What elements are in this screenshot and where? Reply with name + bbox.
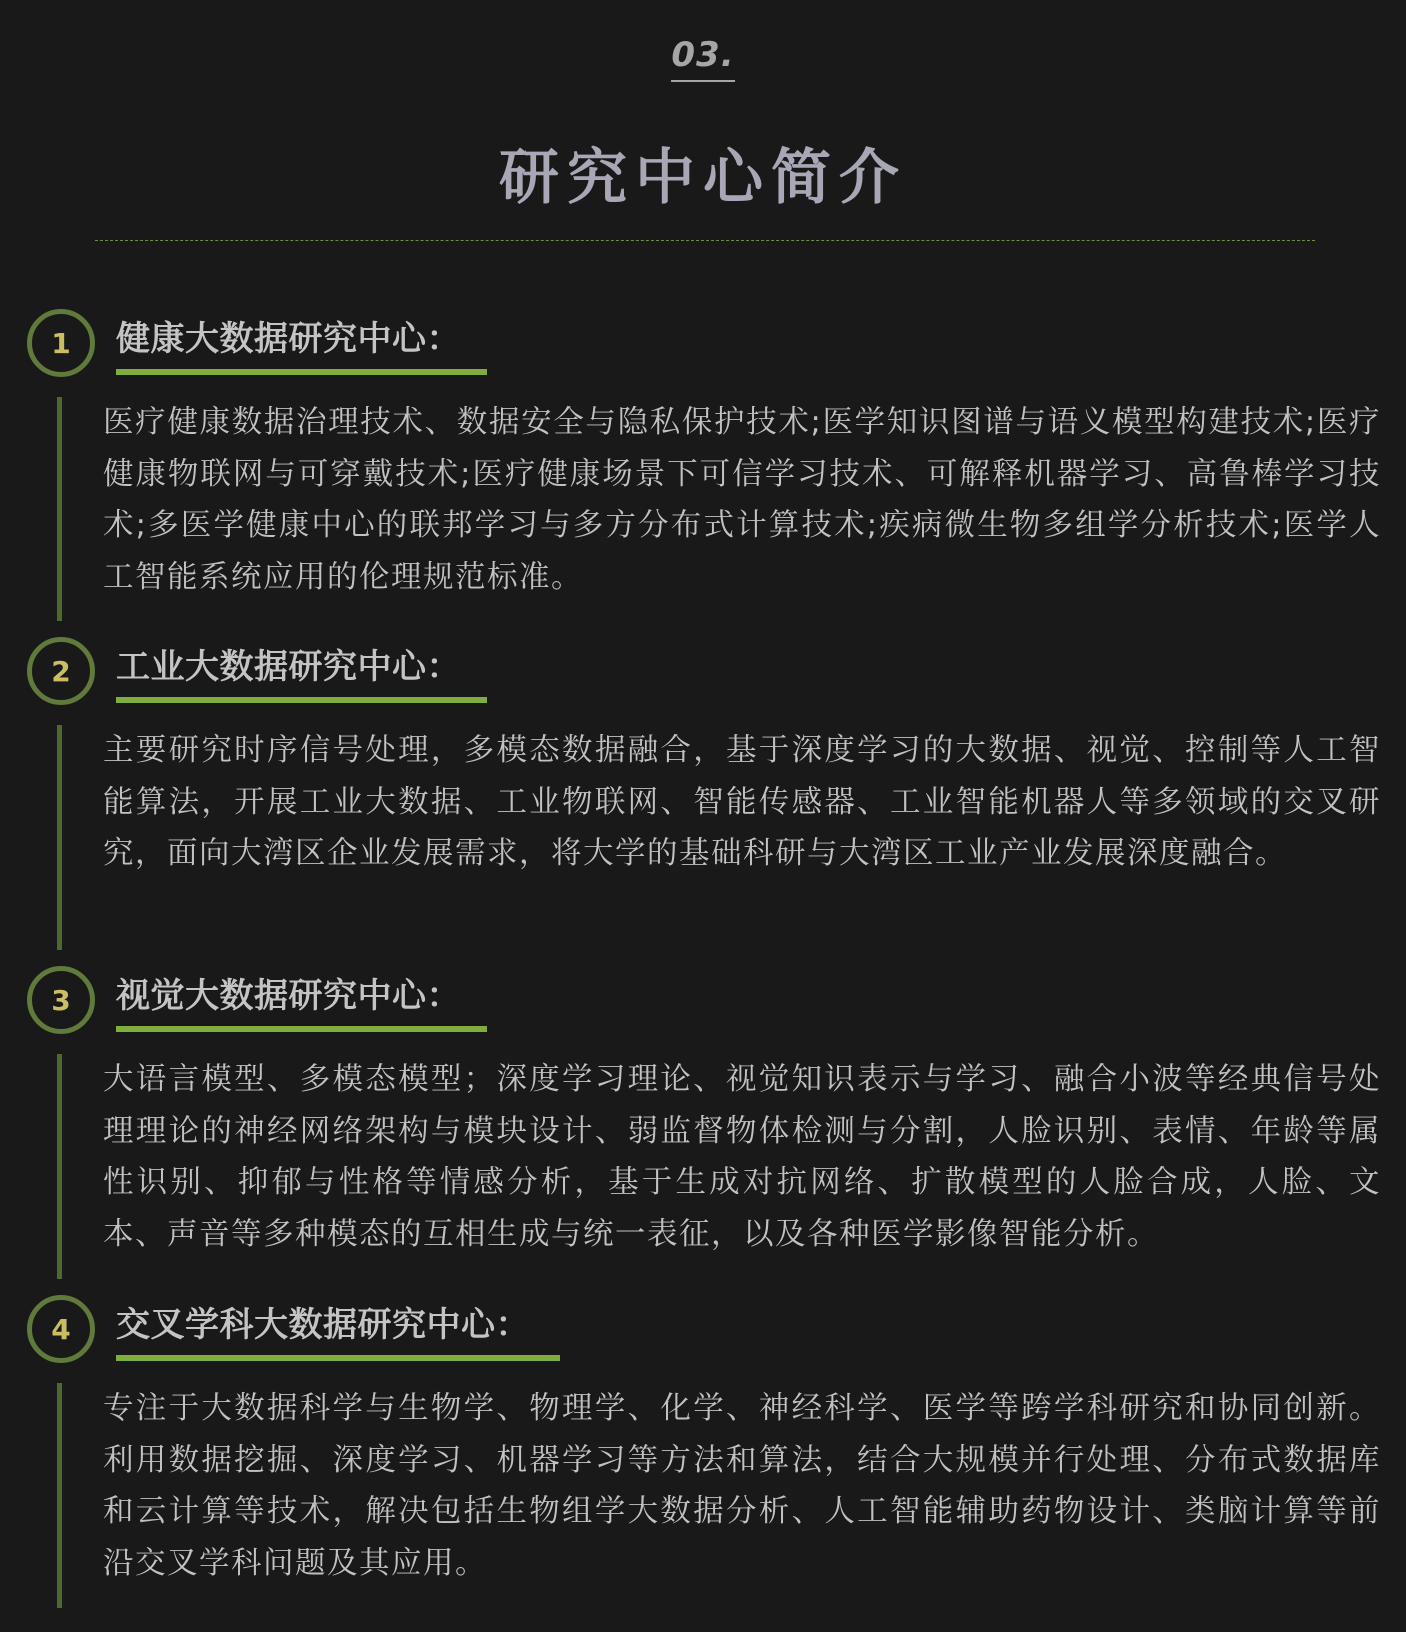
section-line <box>57 397 62 621</box>
number-badge: 4 <box>27 1295 95 1363</box>
center-description: 大语言模型、多模态模型；深度学习理论、视觉知识表示与学习、融合小波等经典信号处理理论的神经网络架构与模块设计、弱监督物体检测与分割，人脸识别、表情、年龄等属性识别、抑郁与性格等情感分析，基于生成对抗网络、扩散模型的人脸合成，人脸、文本、声音等多种模态的互相生成与统一表征，以及各种医学影像智能分析。 <box>103 1062 1381 1252</box>
center-heading: 工业大数据研究中心： <box>116 647 461 687</box>
section-line <box>57 725 62 950</box>
number-badge: 3 <box>27 966 95 1034</box>
center-description: 专注于大数据科学与生物学、物理学、化学、神经科学、医学等跨学科研究和协同创新。利用数据挖掘、深度学习、机器学习等方法和算法，结合大规模并行处理、分布式数据库和云计算等技术，解决包括生物组学大数据分析、人工智能辅助药物设计、类脑计算等前沿交叉学科问题及其应用。 <box>103 1391 1381 1581</box>
center-heading: 健康大数据研究中心： <box>116 319 461 359</box>
title-divider <box>95 240 1315 241</box>
number-badge: 2 <box>27 637 95 705</box>
center-heading: 交叉学科大数据研究中心： <box>116 1305 530 1345</box>
heading-underline <box>116 369 487 375</box>
section-line <box>57 1383 62 1608</box>
heading-underline <box>116 1355 560 1361</box>
heading-underline <box>116 1026 487 1032</box>
section-line <box>57 1054 62 1279</box>
number-badge: 1 <box>27 309 95 377</box>
center-description: 医疗健康数据治理技术、数据安全与隐私保护技术;医学知识图谱与语义模型构建技术;医疗健康物联网与可穿戴技术;医疗健康场景下可信学习技术、可解释机器学习、高鲁棒学习技术;多医学健康中心的联邦学习与多方分布式计算技术;疾病微生物多组学分析技术;医学人工智能系统应用的伦理规范标准。 <box>103 405 1381 595</box>
page-title: 研究中心简介 <box>499 143 907 213</box>
center-description: 主要研究时序信号处理，多模态数据融合，基于深度学习的大数据、视觉、控制等人工智能算法，开展工业大数据、工业物联网、智能传感器、工业智能机器人等多领域的交叉研究，面向大湾区企业发展需求，将大学的基础科研与大湾区工业产业发展深度融合。 <box>103 733 1381 871</box>
heading-underline <box>116 697 487 703</box>
section-number-text: 03. <box>671 34 734 82</box>
center-heading: 视觉大数据研究中心： <box>116 976 461 1016</box>
section-number <box>0 34 1406 82</box>
